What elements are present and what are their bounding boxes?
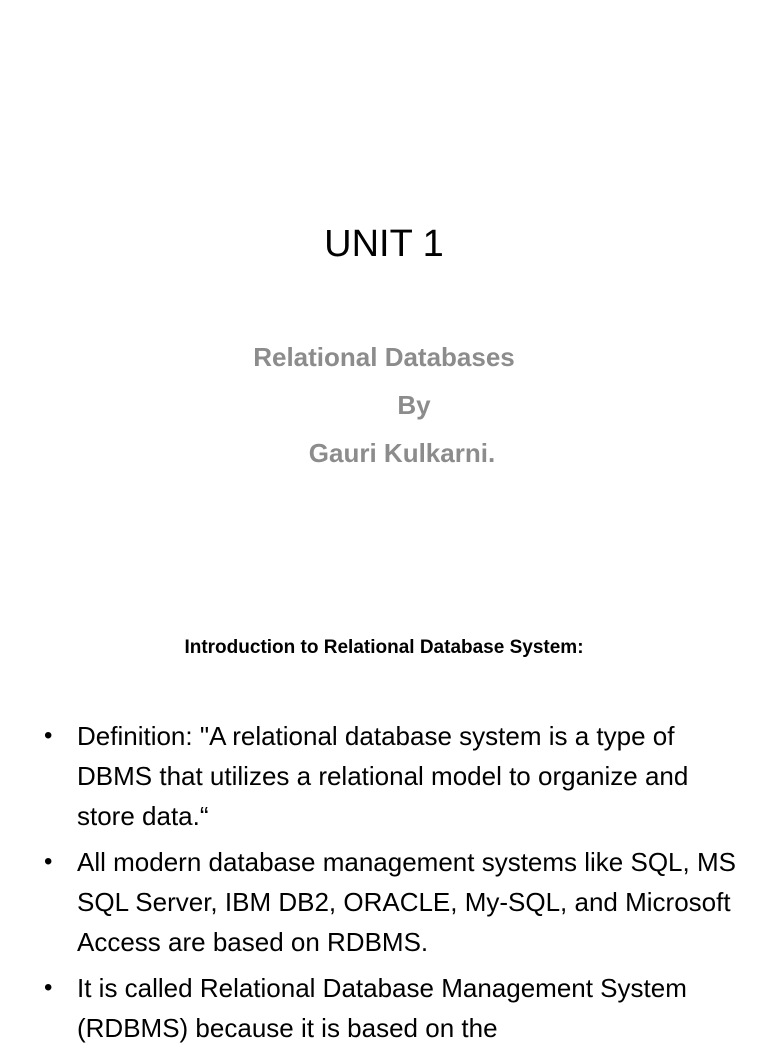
subtitle-topic: Relational Databases: [253, 342, 515, 372]
section-heading: Introduction to Relational Database System:: [184, 637, 584, 658]
list-item: [0, 842, 768, 962]
subtitle-author: Gauri Kulkarni.: [308, 438, 496, 468]
slide-subtitle: [0, 333, 768, 477]
bullet-list: [0, 716, 768, 1054]
bullet-text: Definition: "A relational database system is a type of DBMS that utilizes a relational model to organize and store data.“: [77, 721, 689, 831]
bullet-icon: •: [44, 722, 53, 749]
slide-title: UNIT 1: [324, 223, 444, 265]
bullet-text: All modern database management systems like SQL, MS SQL Server, IBM DB2, ORACLE, My-SQL, and Microsoft Access are based on RDBMS.: [77, 847, 736, 957]
subtitle-by: By: [397, 390, 431, 420]
bullet-icon: •: [44, 974, 53, 1001]
bullet-text: It is called Relational Database Management System (RDBMS) because it is based on the: [77, 973, 687, 1043]
list-item: [0, 716, 768, 836]
bullet-icon: •: [44, 848, 53, 875]
list-item: [0, 968, 768, 1048]
